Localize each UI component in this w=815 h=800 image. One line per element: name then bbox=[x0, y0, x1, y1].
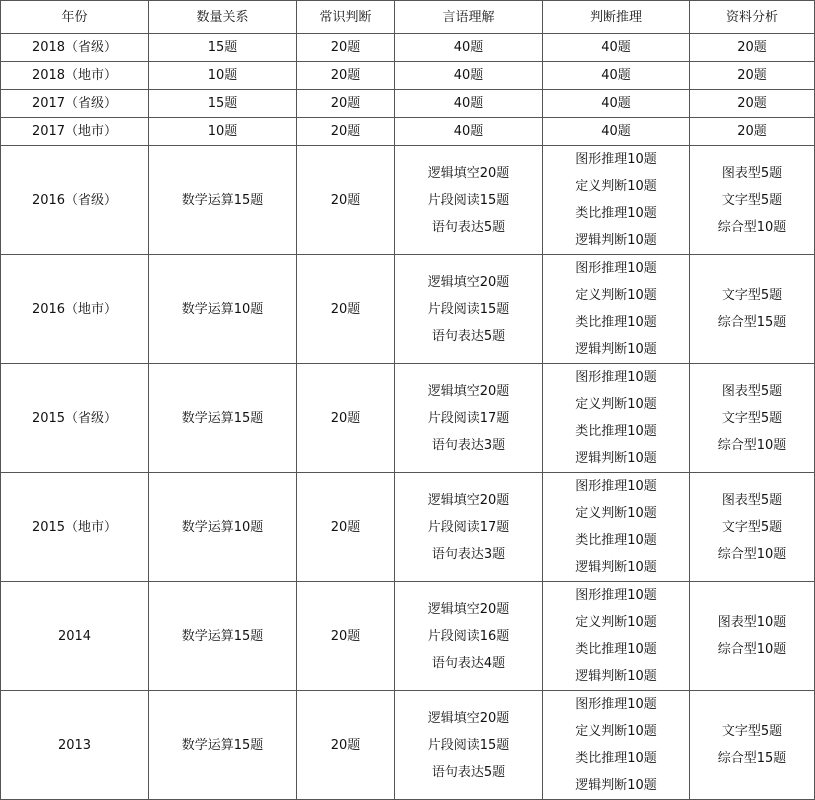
common-sense-cell bbox=[297, 364, 395, 473]
data-analysis-cell bbox=[690, 146, 815, 255]
data-analysis-cell bbox=[690, 34, 815, 62]
cell-line: 片段阅读15题 bbox=[427, 192, 510, 208]
cell-line: 片段阅读17题 bbox=[427, 410, 510, 426]
quantitative-cell bbox=[149, 62, 297, 90]
cell-line: 40题 bbox=[601, 96, 631, 111]
common-sense-cell bbox=[297, 90, 395, 118]
year-cell: 2016（省级） bbox=[1, 146, 149, 255]
table-row bbox=[1, 62, 815, 90]
reasoning-cell bbox=[543, 34, 690, 62]
verbal-cell bbox=[395, 582, 543, 691]
cell-line: 图表型10题 bbox=[717, 615, 787, 630]
cell-line: 40题 bbox=[453, 124, 484, 139]
cell-line: 逻辑填空20题 bbox=[427, 492, 510, 508]
cell-line: 逻辑填空20题 bbox=[427, 165, 510, 181]
quantitative-cell bbox=[149, 146, 297, 255]
cell-line: 20题 bbox=[330, 737, 361, 753]
common-sense-cell bbox=[297, 582, 395, 691]
cell-line: 20题 bbox=[330, 519, 361, 535]
year-cell: 2018（地市） bbox=[1, 62, 149, 90]
year-cell: 2018（省级） bbox=[1, 34, 149, 62]
cell-line: 40题 bbox=[453, 96, 484, 111]
quantitative-cell bbox=[149, 34, 297, 62]
cell-line: 数学运算15题 bbox=[181, 192, 264, 208]
data-analysis-cell bbox=[690, 473, 815, 582]
cell-line: 20题 bbox=[330, 124, 361, 139]
cell-line: 文字型5题 bbox=[721, 410, 783, 426]
data-analysis-cell bbox=[690, 255, 815, 364]
cell-line: 片段阅读16题 bbox=[427, 628, 510, 644]
data-analysis-cell bbox=[690, 364, 815, 473]
quantitative-cell bbox=[149, 691, 297, 800]
table-row bbox=[1, 691, 815, 800]
table-row bbox=[1, 34, 815, 62]
cell-line: 语句表达3题 bbox=[431, 546, 506, 562]
year-cell: 2015（省级） bbox=[1, 364, 149, 473]
cell-line: 定义判断10题 bbox=[575, 179, 657, 194]
reasoning-cell bbox=[543, 691, 690, 800]
cell-line: 语句表达4题 bbox=[431, 655, 506, 671]
verbal-cell bbox=[395, 34, 543, 62]
reasoning-cell bbox=[543, 90, 690, 118]
year-cell: 2014 bbox=[1, 582, 149, 691]
header-reasoning: 判断推理 bbox=[543, 1, 690, 34]
cell-line: 定义判断10题 bbox=[575, 724, 657, 739]
cell-line: 定义判断10题 bbox=[575, 397, 657, 412]
header-common-sense: 常识判断 bbox=[297, 1, 395, 34]
verbal-cell bbox=[395, 62, 543, 90]
cell-line: 定义判断10题 bbox=[575, 615, 657, 630]
cell-line: 文字型5题 bbox=[721, 192, 783, 208]
table-row bbox=[1, 146, 815, 255]
year-cell: 2017（省级） bbox=[1, 90, 149, 118]
cell-line: 图形推理10题 bbox=[575, 588, 657, 603]
cell-line: 40题 bbox=[453, 68, 484, 83]
cell-line: 10题 bbox=[207, 124, 238, 139]
cell-line: 逻辑判断10题 bbox=[575, 778, 657, 793]
table-row bbox=[1, 473, 815, 582]
cell-line: 文字型5题 bbox=[721, 288, 783, 303]
table-row bbox=[1, 118, 815, 146]
cell-line: 文字型5题 bbox=[721, 724, 783, 739]
data-analysis-cell bbox=[690, 118, 815, 146]
cell-line: 综合型10题 bbox=[717, 219, 787, 235]
verbal-cell bbox=[395, 364, 543, 473]
header-row bbox=[1, 1, 815, 34]
cell-line: 类比推理10题 bbox=[575, 751, 657, 766]
data-analysis-cell bbox=[690, 62, 815, 90]
cell-line: 语句表达5题 bbox=[431, 328, 506, 344]
common-sense-cell bbox=[297, 62, 395, 90]
cell-line: 逻辑填空20题 bbox=[427, 710, 510, 726]
data-analysis-cell bbox=[690, 582, 815, 691]
reasoning-cell bbox=[543, 473, 690, 582]
cell-line: 图表型5题 bbox=[721, 383, 783, 399]
cell-line: 类比推理10题 bbox=[575, 533, 657, 548]
cell-line: 图形推理10题 bbox=[575, 261, 657, 276]
cell-line: 逻辑判断10题 bbox=[575, 342, 657, 357]
year-cell: 2015（地市） bbox=[1, 473, 149, 582]
cell-line: 文字型5题 bbox=[721, 519, 783, 535]
cell-line: 图形推理10题 bbox=[575, 479, 657, 494]
year-cell: 2016（地市） bbox=[1, 255, 149, 364]
cell-line: 20题 bbox=[330, 410, 361, 426]
cell-line: 图形推理10题 bbox=[575, 152, 657, 167]
cell-line: 20题 bbox=[737, 40, 767, 55]
header-year: 年份 bbox=[1, 1, 149, 34]
quantitative-cell bbox=[149, 255, 297, 364]
reasoning-cell bbox=[543, 118, 690, 146]
cell-line: 类比推理10题 bbox=[575, 424, 657, 439]
verbal-cell bbox=[395, 691, 543, 800]
cell-line: 20题 bbox=[330, 68, 361, 83]
header-data-analysis: 资料分析 bbox=[690, 1, 815, 34]
reasoning-cell bbox=[543, 582, 690, 691]
common-sense-cell bbox=[297, 255, 395, 364]
year-cell: 2017（地市） bbox=[1, 118, 149, 146]
cell-line: 逻辑填空20题 bbox=[427, 383, 510, 399]
cell-line: 逻辑填空20题 bbox=[427, 601, 510, 617]
quantitative-cell bbox=[149, 473, 297, 582]
cell-line: 图表型5题 bbox=[721, 492, 783, 508]
reasoning-cell bbox=[543, 364, 690, 473]
reasoning-cell bbox=[543, 62, 690, 90]
data-analysis-cell bbox=[690, 691, 815, 800]
quantitative-cell bbox=[149, 90, 297, 118]
verbal-cell bbox=[395, 473, 543, 582]
cell-line: 图表型5题 bbox=[721, 165, 783, 181]
year-cell: 2013 bbox=[1, 691, 149, 800]
cell-line: 逻辑判断10题 bbox=[575, 451, 657, 466]
cell-line: 20题 bbox=[737, 96, 767, 111]
cell-line: 片段阅读15题 bbox=[427, 301, 510, 317]
cell-line: 图形推理10题 bbox=[575, 697, 657, 712]
cell-line: 20题 bbox=[330, 96, 361, 111]
cell-line: 数学运算15题 bbox=[181, 410, 264, 426]
data-analysis-cell bbox=[690, 90, 815, 118]
table-body bbox=[1, 34, 815, 800]
cell-line: 20题 bbox=[330, 40, 361, 55]
cell-line: 综合型10题 bbox=[717, 546, 787, 562]
cell-line: 类比推理10题 bbox=[575, 642, 657, 657]
cell-line: 逻辑判断10题 bbox=[575, 560, 657, 575]
cell-line: 20题 bbox=[330, 301, 361, 317]
common-sense-cell bbox=[297, 691, 395, 800]
cell-line: 语句表达3题 bbox=[431, 437, 506, 453]
cell-line: 语句表达5题 bbox=[431, 764, 506, 780]
cell-line: 片段阅读17题 bbox=[427, 519, 510, 535]
header-quantitative: 数量关系 bbox=[149, 1, 297, 34]
cell-line: 综合型15题 bbox=[717, 315, 787, 330]
common-sense-cell bbox=[297, 34, 395, 62]
cell-line: 20题 bbox=[737, 68, 767, 83]
cell-line: 综合型10题 bbox=[717, 437, 787, 453]
cell-line: 数学运算15题 bbox=[181, 628, 264, 644]
cell-line: 40题 bbox=[601, 68, 631, 83]
cell-line: 10题 bbox=[207, 68, 238, 83]
cell-line: 数学运算15题 bbox=[181, 737, 264, 753]
cell-line: 15题 bbox=[207, 96, 238, 111]
cell-line: 逻辑判断10题 bbox=[575, 669, 657, 684]
table-row bbox=[1, 364, 815, 473]
cell-line: 数学运算10题 bbox=[181, 301, 264, 317]
quantitative-cell bbox=[149, 582, 297, 691]
common-sense-cell bbox=[297, 118, 395, 146]
quantitative-cell bbox=[149, 364, 297, 473]
cell-line: 综合型15题 bbox=[717, 751, 787, 766]
cell-line: 定义判断10题 bbox=[575, 288, 657, 303]
table-row bbox=[1, 582, 815, 691]
cell-line: 40题 bbox=[453, 40, 484, 55]
cell-line: 片段阅读15题 bbox=[427, 737, 510, 753]
cell-line: 语句表达5题 bbox=[431, 219, 506, 235]
common-sense-cell bbox=[297, 473, 395, 582]
reasoning-cell bbox=[543, 146, 690, 255]
cell-line: 40题 bbox=[601, 124, 631, 139]
cell-line: 逻辑判断10题 bbox=[575, 233, 657, 248]
cell-line: 类比推理10题 bbox=[575, 315, 657, 330]
verbal-cell bbox=[395, 255, 543, 364]
table-row bbox=[1, 90, 815, 118]
verbal-cell bbox=[395, 146, 543, 255]
header-verbal: 言语理解 bbox=[395, 1, 543, 34]
common-sense-cell bbox=[297, 146, 395, 255]
cell-line: 定义判断10题 bbox=[575, 506, 657, 521]
cell-line: 20题 bbox=[330, 192, 361, 208]
reasoning-cell bbox=[543, 255, 690, 364]
verbal-cell bbox=[395, 90, 543, 118]
cell-line: 数学运算10题 bbox=[181, 519, 264, 535]
cell-line: 综合型10题 bbox=[717, 642, 787, 657]
cell-line: 40题 bbox=[601, 40, 631, 55]
cell-line: 20题 bbox=[330, 628, 361, 644]
cell-line: 20题 bbox=[737, 124, 767, 139]
cell-line: 逻辑填空20题 bbox=[427, 274, 510, 290]
verbal-cell bbox=[395, 118, 543, 146]
table-row bbox=[1, 255, 815, 364]
cell-line: 15题 bbox=[207, 40, 238, 55]
quantitative-cell bbox=[149, 118, 297, 146]
cell-line: 类比推理10题 bbox=[575, 206, 657, 221]
cell-line: 图形推理10题 bbox=[575, 370, 657, 385]
